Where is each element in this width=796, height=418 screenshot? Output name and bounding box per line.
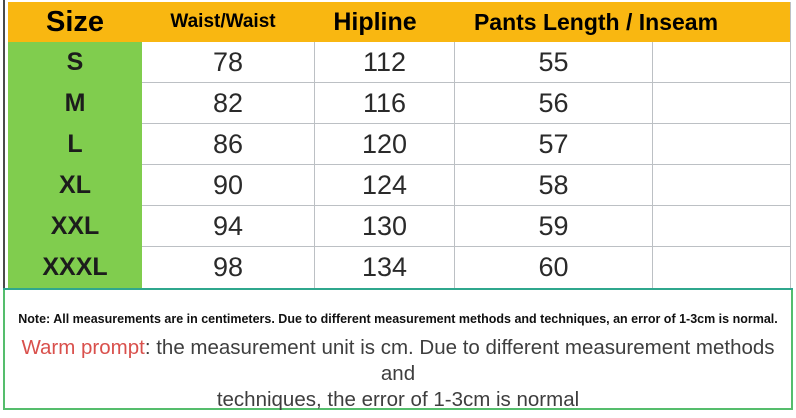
measurements-grid [142,42,790,288]
waist-cell: 94 [212,210,244,241]
waist-cell: 78 [212,46,244,77]
hipline-cell: 120 [314,124,454,164]
table-row [142,42,790,83]
table-row [142,247,790,288]
empty-cell [652,42,790,82]
pants-length-cell: 56 [454,83,652,123]
header-hipline: Hipline [333,7,417,36]
empty-cell [652,247,790,288]
table-right-border [790,2,791,288]
header-pants-length: Pants Length / Inseam [473,8,719,35]
warm-prompt-label: Warm prompt [21,336,145,359]
size-label: XL [59,171,91,199]
waist-cell: 90 [212,169,244,200]
pants-length-cell: 60 [454,247,652,288]
table-left-border [3,0,5,288]
header-size: Size [45,5,105,38]
header-waist: Waist/Waist [170,11,276,32]
hipline-cell: 116 [314,83,454,123]
pants-length-cell: 57 [454,124,652,164]
pants-length-cell: 55 [454,42,652,82]
hipline-cell: 124 [314,165,454,205]
table-row [142,206,790,247]
size-label: M [64,89,86,117]
waist-cell: 98 [212,252,244,282]
table-row [142,124,790,165]
size-label: XXL [50,212,100,240]
warm-prompt-line2: techniques, the error of 1-3cm is normal [216,388,580,411]
hipline-cell: 130 [314,206,454,246]
size-column [8,42,142,288]
size-label: L [67,130,83,158]
table-row [142,165,790,206]
pants-length-cell: 58 [454,165,652,205]
waist-cell: 82 [212,87,244,118]
empty-cell [652,83,790,123]
table-row [142,83,790,124]
empty-cell [652,124,790,164]
note-text: Note: All measurements are in centimeters. Due to different measurement methods and techniques, an error of 1-3cm is normal. [18,312,778,326]
warm-prompt-line1 [5,335,791,387]
empty-cell [652,206,790,246]
hipline-cell: 112 [314,42,454,82]
size-label: S [66,48,84,76]
pants-length-cell: 59 [454,206,652,246]
warm-prompt-line1-text: : the measurement unit is cm. Due to different measurement methods and [144,336,775,385]
size-label: XXXL [42,253,108,281]
empty-cell [652,165,790,205]
table-header-row [8,2,790,42]
waist-cell: 86 [212,128,244,159]
note-box [3,290,793,410]
warm-prompt [5,335,791,413]
hipline-cell: 134 [314,247,454,288]
